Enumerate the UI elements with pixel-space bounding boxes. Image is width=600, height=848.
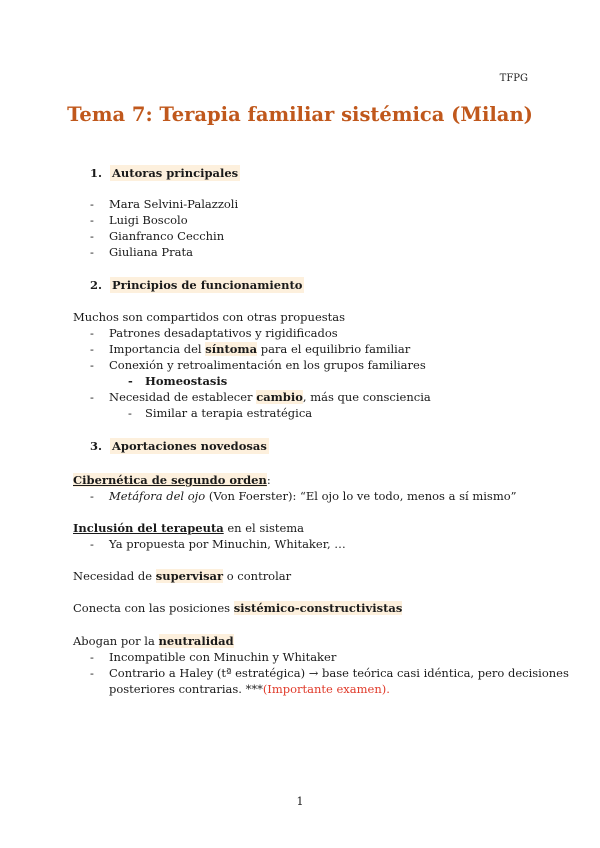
header-label: TFPG (499, 73, 528, 84)
list-item: - Contrario a Haley (tª estratégica) → base teórica casi idéntica, pero decisiones (90, 666, 569, 680)
list-item: - Ya propuesta por Minuchin, Whitaker, … (90, 537, 346, 551)
section-label: Autoras principales (112, 166, 239, 180)
section-number: 1. (90, 166, 103, 180)
section-label: Principios de funcionamiento (112, 278, 303, 292)
sub-list-item: - Similar a terapia estratégica (128, 406, 313, 420)
paragraph: Muchos son compartidos con otras propuestas (73, 310, 346, 324)
sub-list-item: - Homeostasis (128, 374, 228, 388)
paragraph-conecta: Conecta con las posiciones sistémico-constructivistas (73, 601, 403, 615)
subheading-inclusion: Inclusión del terapeuta en el sistema (73, 521, 305, 535)
section-number: 2. (90, 278, 103, 292)
section-heading-1 (90, 166, 240, 180)
paragraph-supervisar: Necesidad de supervisar o controlar (73, 569, 292, 583)
page-title: Tema 7: Terapia familiar sistémica (Milan) (67, 103, 533, 126)
list-item: - Giuliana Prata (90, 245, 193, 259)
list-item: - Importancia del síntoma para el equilibrio familiar (90, 342, 411, 356)
list-item: - Incompatible con Minuchin y Whitaker (90, 650, 337, 664)
page-number: 1 (296, 795, 304, 808)
paragraph-neutralidad: Abogan por la neutralidad (73, 634, 234, 648)
list-item: - Patrones desadaptativos y rigidificados (90, 326, 338, 340)
section-heading-2 (90, 278, 304, 292)
list-item: - Luigi Boscolo (90, 213, 188, 227)
list-item: - Mara Selvini-Palazzoli (90, 197, 239, 211)
section-number: 3. (90, 439, 103, 453)
list-item: - Conexión y retroalimentación en los grupos familiares (90, 358, 426, 372)
list-item-continuation: posteriores contrarias. ***(Importante examen). (109, 682, 390, 696)
list-item: - Metáfora del ojo (Von Foerster): “El ojo lo ve todo, menos a sí mismo” (90, 489, 517, 503)
list-item: - Necesidad de establecer cambio, más que consciencia (90, 390, 431, 404)
list-item: - Gianfranco Cecchin (90, 229, 225, 243)
section-heading-3 (90, 439, 269, 453)
subheading-cibernetica: Cibernética de segundo orden: (73, 473, 271, 487)
section-label: Aportaciones novedosas (112, 439, 267, 453)
